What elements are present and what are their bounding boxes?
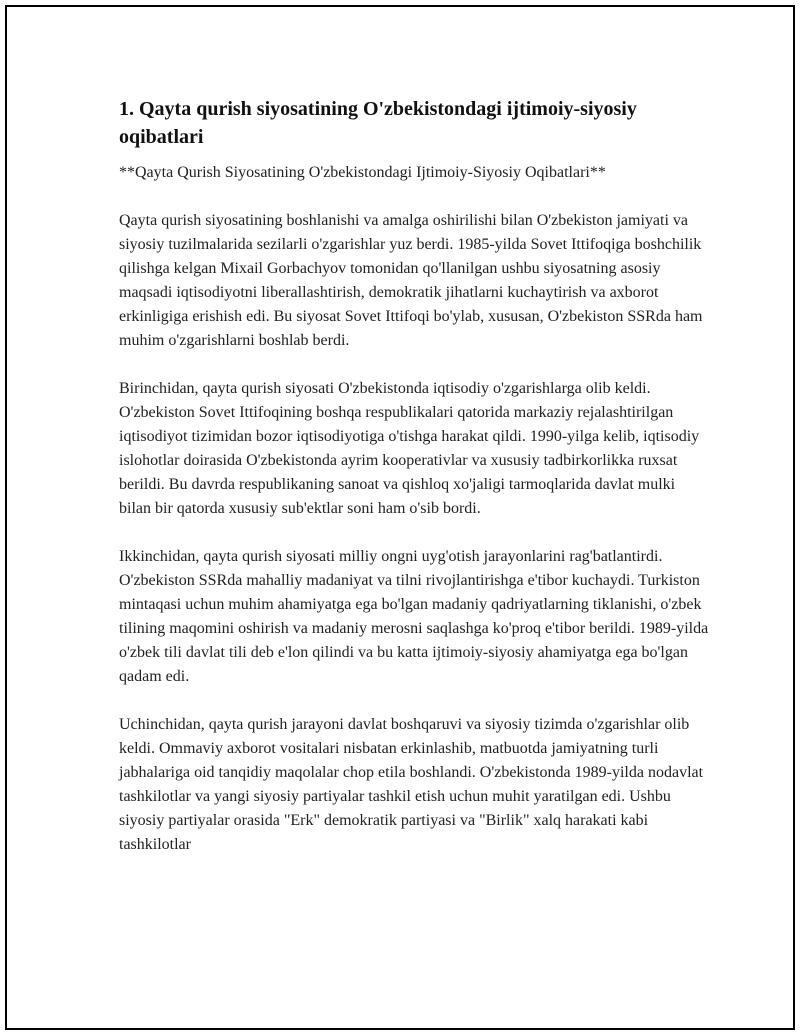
document-title: 1. Qayta qurish siyosatining O'zbekistondagi ijtimoiy-siyosiy oqibatlari — [119, 98, 637, 148]
paragraph-intro: Qayta qurish siyosatining boshlanishi va amalga oshirilishi bilan O'zbekiston jamiyati va siyosiy tuzilmalarida sezilarli o'zgarishlar yuz berdi. 1985-yilda Sovet Ittifoqiga boshchilik qilishga kelgan Mixail Gorbachyov tomonidan qo'llanilgan ushbu siyosatning asosiy maqsadi iqtisodiyotni liberallashtirish, demokratik jihatlarni kuchaytirish va axborot erkinligiga erishish edi. Bu siyosat Sovet Ittifoqi bo'ylab, xususan, O'zbekiston SSRda ham muhim o'zgarishlarni boshlab berdi. — [119, 212, 703, 349]
paragraph-political-system: Uchinchidan, qayta qurish jarayoni davlat boshqaruvi va siyosiy tizimda o'zgarishlar olib keldi. Ommaviy axborot vositalari nisbatan erkinlashib, matbuotda jamiyatning turli jabhalariga oid tanqidiy maqolalar chop etila boshlandi. O'zbekistonda 1989-yilda nodavlat tashkilotlar va yangi siyosiy partiyalar tashkil etish uchun muhit yaratilgan edi. Ushbu siyosiy partiyalar orasida "Erk" demokratik partiyasi va "Birlik" xalq harakati kabi tashkilotlar — [119, 716, 704, 853]
document-body — [119, 95, 709, 881]
paragraph-national-awareness: Ikkinchidan, qayta qurish siyosati milliy ongni uyg'otish jarayonlarini rag'batlantirdi. O'zbekiston SSRda mahalliy madaniyat va tilni rivojlantirishga e'tibor kuchaydi. Turkiston mintaqasi uchun muhim ahamiyatga ega bo'lgan madaniy qadriyatlarning tiklanishi, o'zbek tilining maqomini oshirish va madaniy merosni saqlashga ko'proq e'tibor berildi. 1989-yilda o'zbek tili davlat tili deb e'lon qilindi va bu katta ijtimoiy-siyosiy ahamiyatga ega bo'lgan qadam edi. — [119, 548, 709, 685]
paragraph-economic: Birinchidan, qayta qurish siyosati O'zbekistonda iqtisodiy o'zgarishlarga olib keldi. O'zbekiston Sovet Ittifoqining boshqa respublikalari qatorida markaziy rejalashtirilgan iqtisodiyot tizimidan bozor iqtisodiyotiga o'tishga harakat qildi. 1990-yilga kelib, iqtisodiy islohotlar doirasida O'zbekistonda ayrim kooperativlar va xususiy tadbirkorlikka ruxsat berildi. Bu davrda respublikaning sanoat va qishloq xo'jaligi tarmoqlarida davlat mulki bilan bir qatorda xususiy sub'ektlar soni ham o'sib bordi. — [119, 380, 700, 517]
page-frame — [5, 5, 795, 1030]
document-subtitle: **Qayta Qurish Siyosatining O'zbekistondagi Ijtimoiy-Siyosiy Oqibatlari** — [119, 164, 606, 181]
